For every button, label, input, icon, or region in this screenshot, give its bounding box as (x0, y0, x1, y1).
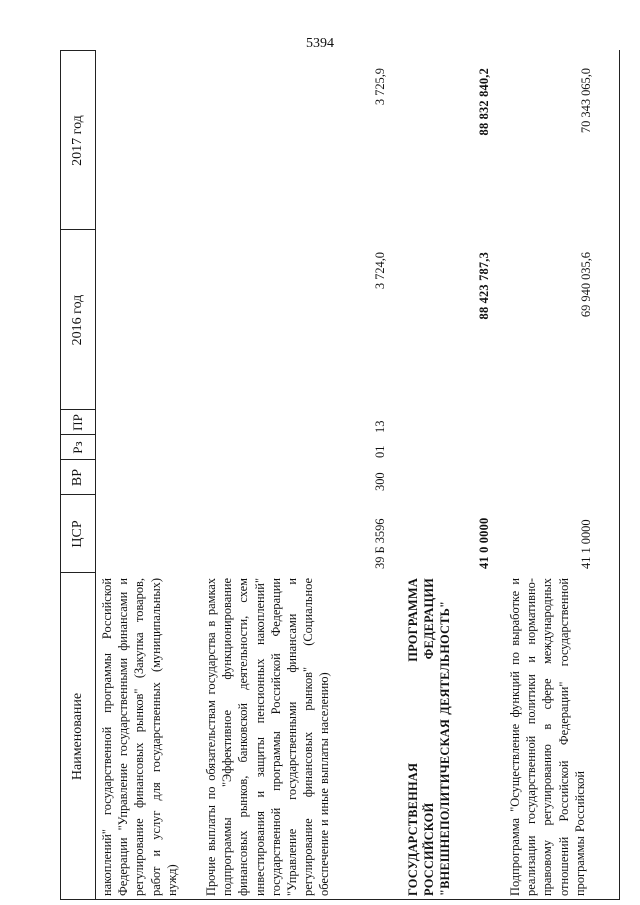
header-bottom-border (95, 50, 96, 900)
row-rz: 01 (373, 445, 387, 458)
row-name: Подпрограмма "Осуществление функций по выработке и реализации государственной политики и нормативно-правовому регулированию в сфере международных отношений Российской Федерации" государственной программы Российской (508, 578, 587, 896)
rotated-budget-table (60, 50, 620, 900)
row-vr: 300 (373, 472, 387, 491)
row-2017: 88 832 840,2 (477, 68, 491, 136)
row-name: накоплений" государственной программы Российской Федерации "Управление государственными финансами и регулирование финансовых рынков" (Закупка товаров, работ и услуг для государственных (муниципальных) нужд) (100, 578, 179, 896)
table-bottom-border (619, 50, 620, 900)
header-2016: 2016 год (69, 294, 85, 346)
row-2016: 69 940 035,6 (579, 252, 593, 318)
header-vr: ВР (69, 468, 85, 487)
row-csr: 41 0 0000 (477, 517, 491, 569)
row-2017: 70 343 065,0 (579, 68, 593, 134)
row-name: Прочие выплаты по обязательствам государства в рамках подпрограммы "Эффективное функционирование финансовых рынков, банковской деятельности, схем инвестирования и защиты пенсионных накоплений" государственной программы Российской Федерации "Управление государственными финансами и регулирование финансовых рынков" (Социальное обеспечение и иные выплаты населению) (204, 578, 332, 896)
row-pr: 13 (373, 420, 387, 433)
header-name: Наименование (69, 692, 85, 781)
row-csr: 39 Б 3596 (373, 518, 387, 569)
header-2017: 2017 год (69, 115, 85, 166)
header-rz: Рз (69, 441, 85, 454)
page-number: 5394 (306, 36, 334, 51)
table-frame (60, 50, 620, 900)
row-2017: 3 725,9 (373, 68, 387, 106)
row-2016: 3 724,0 (373, 252, 387, 290)
row-2016: 88 423 787,3 (477, 252, 491, 320)
table-left-border (60, 899, 620, 900)
row-csr: 41 1 0000 (579, 519, 593, 569)
program-name: ГОСУДАРСТВЕННАЯ ПРОГРАММА РОССИЙСКОЙ ФЕДЕРАЦИИ "ВНЕШНЕПОЛИТИЧЕСКАЯ ДЕЯТЕЛЬНОСТЬ" (406, 578, 453, 896)
header-pr: ПР (69, 414, 85, 431)
header-csr: ЦСР (69, 520, 85, 548)
